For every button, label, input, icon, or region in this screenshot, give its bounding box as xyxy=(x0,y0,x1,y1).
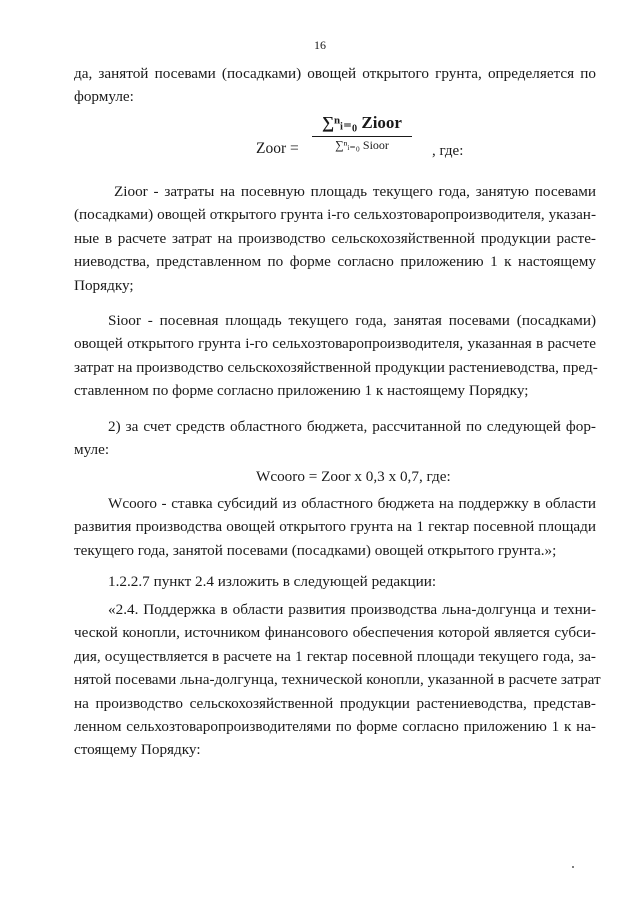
text-line: овощей открытого грунта i-го сельхозтоваропроизводителя, указанная в расчете xyxy=(74,335,596,353)
text-line: Zioor - затраты на посевную площадь текущего года, занятую посевами xyxy=(114,183,596,200)
text-line: дия, осуществляется в расчете на 1 гектар посевной площади текущего года, за- xyxy=(74,647,596,665)
paragraph-zioor xyxy=(74,180,596,297)
fraction-bar xyxy=(312,136,412,137)
text-line: на производство сельскохозяйственной продукции растениеводства, представ- xyxy=(74,694,596,712)
text-line: ческой конопли, источником финансового обеспечения которой является субси- xyxy=(74,624,596,642)
formula-numerator: ∑ⁿᵢ₌₀ Zioor xyxy=(322,113,402,132)
formula-fraction xyxy=(312,112,412,152)
paragraph-amendment xyxy=(74,570,596,593)
text-line: ленном сельхозтоваропроизводителями по форме согласно приложению 1 к на- xyxy=(74,718,596,736)
text-line: развития производства овощей открытого грунта на 1 гектар посевной площади xyxy=(74,518,596,536)
text-line: ные в расчете затрат на производство сельскохозяйственной продукции расте- xyxy=(74,229,596,247)
text-line: Sioor - посевная площадь текущего года, занятая посевами (посадками) xyxy=(108,312,596,329)
text-line: формуле: xyxy=(74,88,134,106)
text-line: «2.4. Поддержка в области развития производства льна-долгунца и техни- xyxy=(108,601,596,618)
text-line: стоящему Порядку: xyxy=(74,741,201,759)
page-number: 16 xyxy=(314,38,326,52)
text-line: муле: xyxy=(74,441,110,459)
text-line: 2) за счет средств областного бюджета, рассчитанной по следующей фор- xyxy=(108,418,596,435)
formula-zoor xyxy=(256,112,496,168)
formula-wcooro: Wcooro = Zoor x 0,3 x 0,7, где: xyxy=(256,468,451,485)
formula-suffix: , где: xyxy=(432,143,464,159)
text-line: затрат на производство сельскохозяйственной продукции растениеводства, пред- xyxy=(74,358,598,376)
text-line: Wcooro - ставка субсидий из областного бюджета на поддержку в области xyxy=(108,495,596,512)
text-line: да, занятой посевами (посадками) овощей открытого грунта, определяется по xyxy=(74,65,596,82)
scan-speck xyxy=(572,866,574,868)
formula-denominator: ∑ⁿᵢ₌₀ Sioor xyxy=(335,138,389,152)
text-line: ниеводства, представленном по форме согласно приложению 1 к настоящему xyxy=(74,253,596,271)
formula-lhs: Zoor = xyxy=(256,140,299,157)
text-line: ставленном по форме согласно приложению 1 к настоящему Порядку; xyxy=(74,382,529,400)
text-line: (посадками) овощей открытого грунта i-го сельхозтоваропроизводителя, указан- xyxy=(74,206,596,224)
paragraph-intro xyxy=(74,62,596,109)
paragraph-sioor xyxy=(74,309,596,403)
paragraph-regional-budget xyxy=(74,415,596,462)
paragraph-wcooro xyxy=(74,492,596,562)
paragraph-flax xyxy=(74,598,601,762)
text-line: нятой посевами льна-долгунца, технической конопли, указанной в расчете затрат xyxy=(74,671,601,689)
text-line: текущего года, занятой посевами (посадками) овощей открытого грунта.»; xyxy=(74,541,557,559)
text-line: 1.2.2.7 пункт 2.4 изложить в следующей редакции: xyxy=(108,573,437,590)
text-line: Порядку; xyxy=(74,276,134,294)
